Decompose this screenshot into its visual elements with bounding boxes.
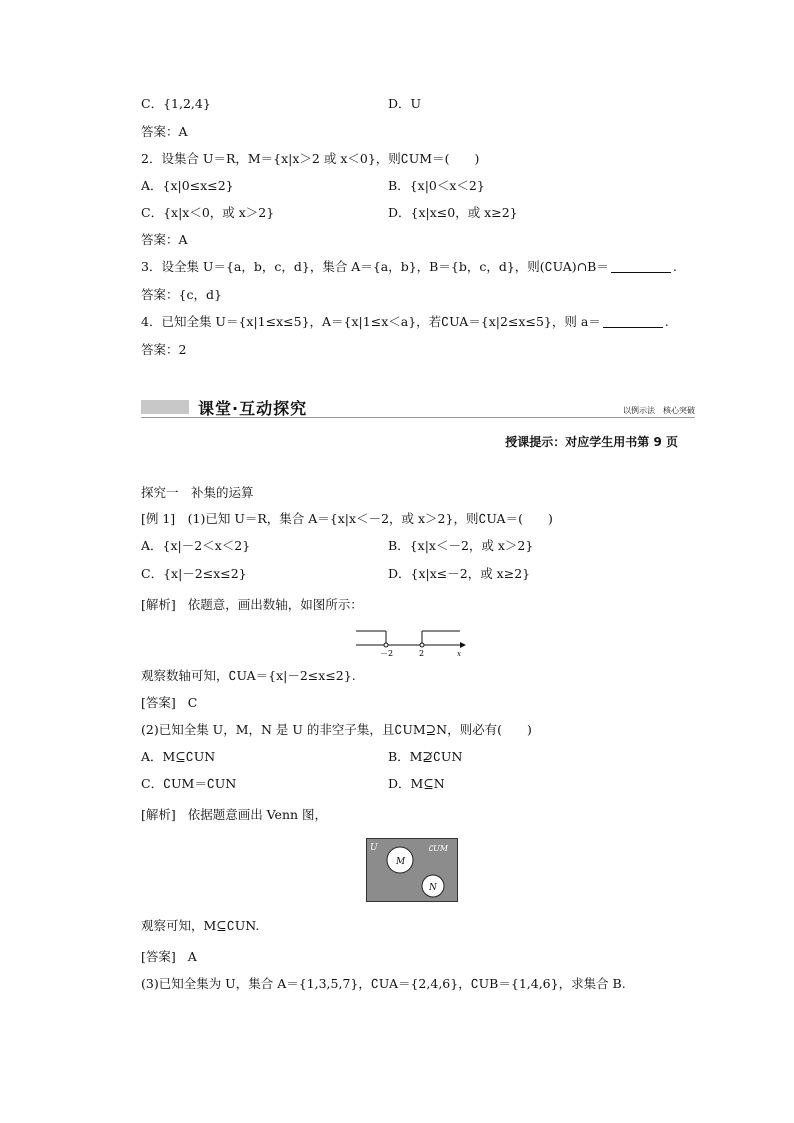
q2-answer: 答案：A xyxy=(141,232,188,247)
ex2-option-b: B．M⊉∁UN xyxy=(388,749,463,764)
q3-stem: 3．设全集 U＝{a，b，c，d}，集合 A＝{a，b}，B＝{b，c，d}，则(∁UA)∩B＝ xyxy=(141,259,609,274)
answer-label: [答案] xyxy=(141,949,176,964)
venn-diagram xyxy=(366,838,458,902)
q4-answer: 答案：2 xyxy=(141,342,187,357)
ex2-option-c: C．∁UM＝∁UN xyxy=(141,776,237,791)
q4-end: . xyxy=(664,314,669,329)
ex1-option-c: C．{x|－2≤x≤2} xyxy=(141,566,247,581)
q2-option-c: C．{x|x＜0，或 x＞2} xyxy=(141,205,275,220)
ex1-analysis xyxy=(141,597,363,613)
numberline-pos-label: 2 xyxy=(419,649,425,658)
answer-value: A xyxy=(187,949,197,964)
section-title: 课堂·互动探究 xyxy=(198,399,308,418)
explore-heading: 探究一 补集的运算 xyxy=(141,485,254,500)
section-divider xyxy=(141,417,695,418)
example2-stem: (2)已知全集 U，M，N 是 U 的非空子集，且∁UM⊇N，则必有( ) xyxy=(141,722,532,737)
q3-end: . xyxy=(672,259,677,274)
ex2-option-a: A．M⊆∁UN xyxy=(141,749,216,764)
q3-stem-line xyxy=(141,259,677,275)
q3-answer: 答案：{c，d} xyxy=(141,287,222,302)
ex2-option-d: D．M⊆N xyxy=(388,776,445,791)
q2-stem: 2．设集合 U＝R，M＝{x|x＞2 或 x＜0}，则∁UM＝( ) xyxy=(141,151,480,166)
q1-option-c: C．{1,2,4} xyxy=(141,96,211,111)
answer-label: [答案] xyxy=(141,695,176,710)
analysis-label: [解析] xyxy=(141,807,176,822)
q2-option-d: D．{x|x≤0，或 x≥2} xyxy=(388,205,518,220)
venn-u-label: U xyxy=(370,843,378,853)
analysis-text: 依据题意画出 Venn 图， xyxy=(187,807,328,822)
numberline-neg-label: －2 xyxy=(380,649,394,658)
venn-cum-label: ∁UM xyxy=(428,844,449,853)
section-subtitle: 以例示法 核心突破 xyxy=(623,406,695,415)
ex2-answer xyxy=(141,949,197,965)
analysis-label: [解析] xyxy=(141,597,176,612)
number-line-figure xyxy=(356,624,466,658)
q2-option-b: B．{x|0＜x＜2} xyxy=(388,178,485,193)
q4-answer-blank[interactable] xyxy=(603,315,663,328)
venn-m-label: M xyxy=(396,857,406,867)
q2-option-a: A．{x|0≤x≤2} xyxy=(141,178,234,193)
numberline-axis-label: x xyxy=(457,650,461,658)
q3-answer-blank[interactable] xyxy=(611,260,671,273)
section-bar xyxy=(141,400,189,414)
ex1-observe: 观察数轴可知，∁UA＝{x|－2≤x≤2}. xyxy=(141,668,356,683)
q1-answer: 答案：A xyxy=(141,124,188,139)
ex1-option-d: D．{x|x≤－2，或 x≥2} xyxy=(388,566,531,581)
q4-stem-line xyxy=(141,314,669,330)
example3-stem: (3)已知全集为 U，集合 A＝{1,3,5,7}，∁UA＝{2,4,6}，∁UB＝{1,4,6}，求集合 B. xyxy=(141,976,626,991)
ex1-option-a: A．{x|－2＜x＜2} xyxy=(141,538,251,553)
ex2-analysis xyxy=(141,807,327,823)
analysis-text: 依题意，画出数轴，如图所示： xyxy=(187,597,363,612)
ex2-observe: 观察可知，M⊆∁UN. xyxy=(141,918,260,933)
teaching-hint: 授课提示：对应学生用书第 9 页 xyxy=(505,435,678,449)
ex1-option-b: B．{x|x＜－2，或 x＞2} xyxy=(388,538,534,553)
venn-n-label: N xyxy=(429,883,437,893)
q4-stem: 4．已知全集 U＝{x|1≤x≤5}，A＝{x|1≤x＜a}，若∁UA＝{x|2≤x≤5}，则 a＝ xyxy=(141,314,601,329)
q1-option-d: D．U xyxy=(388,96,422,111)
ex1-answer xyxy=(141,695,197,711)
answer-value: C xyxy=(187,695,198,710)
example1-stem: [例 1] (1)已知 U＝R，集合 A＝{x|x＜－2，或 x＞2}，则∁UA＝( ) xyxy=(141,511,553,526)
